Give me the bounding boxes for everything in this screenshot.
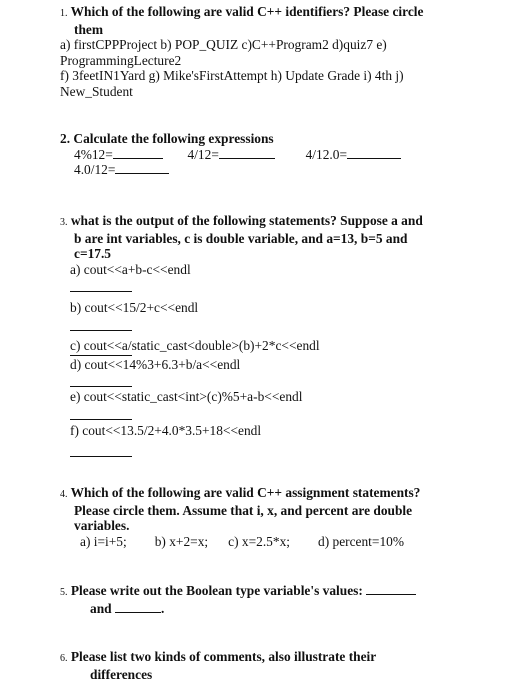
question-1-title: 1. Which of the following are valid C++ identifiers? Please circle [60,4,424,19]
question-4-title-cont: Please circle them. Assume that i, x, and percent are double [74,502,413,518]
code-item: f) cout<<13.5/2+4.0*3.5+18<<endl [70,422,262,438]
expression: 4/12= [187,146,219,162]
answer-line[interactable] [70,386,132,387]
answer-blank[interactable] [366,583,416,595]
answer-blank[interactable] [115,601,161,613]
expression: 4%12= [74,146,113,162]
option-a[interactable]: a) i=i+5; [80,533,127,549]
question-number: 5. [60,587,68,598]
question-1 [60,4,480,100]
question-3-title: 3. what is the output of the following statements? Suppose a and [60,213,423,228]
option-b[interactable]: b) x+2=x; [154,533,209,549]
question-1-options-line: ProgrammingLecture2 [60,52,182,68]
question-number: 6. [60,653,68,664]
question-3 [60,213,480,457]
question-1-options-line: a) firstCPPProject b) POP_QUIZ c)C++Program2 d)quiz7 e) [60,37,387,53]
option-c[interactable]: c) x=2.5*x; [228,533,290,549]
answer-blank[interactable] [115,162,169,174]
answer-line[interactable] [70,291,132,292]
code-item: c) cout<<a/static_cast<double>(b)+2*c<<endl [70,337,320,353]
answer-blank[interactable] [113,147,163,159]
code-item: a) cout<<a+b-c<<endl [70,261,191,277]
question-4-title-cont: variables. [74,518,130,534]
question-2-title: 2. Calculate the following expressions [60,131,274,146]
answer-blank[interactable] [219,147,275,159]
answer-line[interactable] [70,456,132,457]
expression: 4.0/12= [74,162,116,178]
code-item: d) cout<<14%3+6.3+b/a<<endl [70,356,241,372]
question-6-title-cont: differences [90,666,153,682]
code-item: b) cout<<15/2+c<<endl [70,300,199,316]
question-number: 4. [60,489,68,500]
answer-line[interactable] [70,419,132,420]
question-3-title-cont: c=17.5 [74,246,112,262]
question-6 [60,649,480,682]
question-4-title: 4. Which of the following are valid C++ assignment statements? [60,485,421,500]
question-3-title-cont: b are int variables, c is double variable, and a=13, b=5 and [74,230,408,246]
question-4 [60,485,480,549]
option-d[interactable]: d) percent=10% [318,533,404,549]
question-5 [60,583,480,616]
question-6-title: 6. Please list two kinds of comments, also illustrate their [60,649,377,664]
question-number: 1. [60,8,68,19]
question-number: 2. [60,131,71,146]
code-item: e) cout<<static_cast<int>(c)%5+a-b<<endl [70,389,303,405]
question-2-expressions-row [60,147,480,163]
question-2-expressions-row [60,162,480,178]
question-1-options-line: f) 3feetIN1Yard g) Mike'sFirstAttempt h) Update Grade i) 4th j) [60,68,404,84]
answer-line[interactable] [70,355,132,356]
answer-blank[interactable] [347,147,401,159]
question-2 [60,131,480,178]
question-1-title-cont: them [74,21,104,37]
question-5-text: 5. Please write out the Boolean type variable's values: [60,583,480,601]
answer-line[interactable] [70,330,132,331]
expression: 4/12.0= [305,146,347,162]
question-1-options-line: New_Student [60,83,133,99]
question-5-text-cont: and . [90,600,165,616]
question-4-options [60,534,480,550]
question-number: 3. [60,217,68,228]
